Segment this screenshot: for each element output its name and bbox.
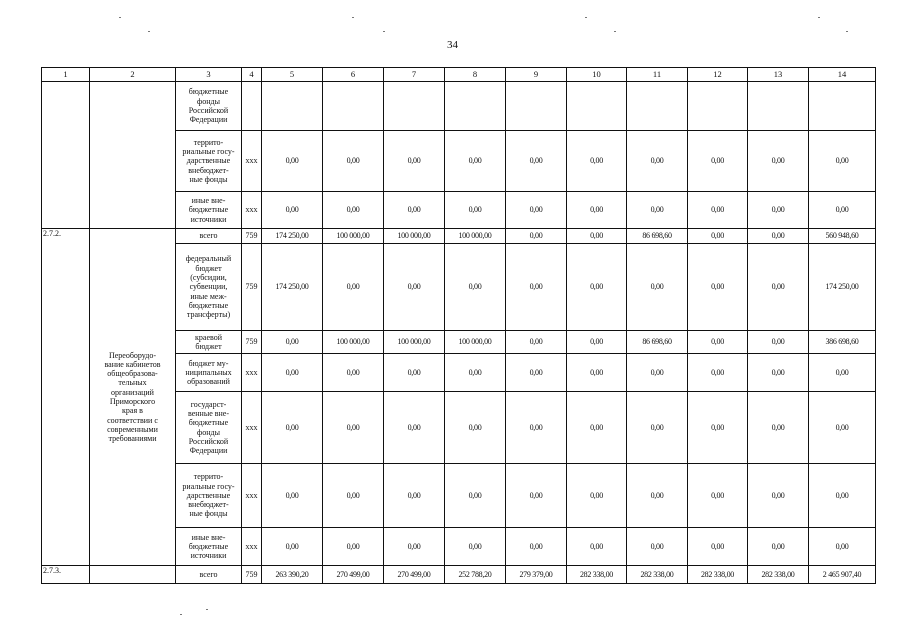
amount-cell: 0,00 <box>262 192 323 229</box>
amount-cell: 0,00 <box>262 331 323 354</box>
amount-cell: 0,00 <box>567 464 627 528</box>
budget-code: ххх <box>242 131 262 192</box>
table-row <box>42 82 876 131</box>
amount-cell: 0,00 <box>323 354 384 392</box>
amount-cell: 0,00 <box>748 464 809 528</box>
event-name <box>90 566 176 584</box>
column-header: 10 <box>567 68 627 82</box>
amount-cell: 0,00 <box>627 464 688 528</box>
amount-cell: 0,00 <box>262 464 323 528</box>
amount-cell: 0,00 <box>323 392 384 464</box>
amount-cell: 0,00 <box>445 392 506 464</box>
amount-cell: 282 338,00 <box>748 566 809 584</box>
column-header: 9 <box>506 68 567 82</box>
column-header: 1 <box>42 68 90 82</box>
amount-cell: 270 499,00 <box>323 566 384 584</box>
amount-cell: 0,00 <box>627 528 688 566</box>
amount-cell: 0,00 <box>445 354 506 392</box>
amount-cell <box>748 82 809 131</box>
budget-code <box>242 82 262 131</box>
amount-cell: 0,00 <box>506 244 567 331</box>
amount-cell: 0,00 <box>506 331 567 354</box>
funding-source: террито- риальные госу- дарственные внебюджет- ные фонды <box>176 131 242 192</box>
amount-cell <box>627 82 688 131</box>
amount-cell: 0,00 <box>445 464 506 528</box>
table-row <box>42 566 876 584</box>
amount-cell <box>323 82 384 131</box>
amount-cell: 0,00 <box>809 392 876 464</box>
budget-code: 759 <box>242 229 262 244</box>
amount-cell <box>445 82 506 131</box>
amount-cell: 0,00 <box>688 464 748 528</box>
amount-cell: 0,00 <box>627 244 688 331</box>
column-header: 11 <box>627 68 688 82</box>
budget-code: ххх <box>242 464 262 528</box>
amount-cell: 0,00 <box>506 131 567 192</box>
amount-cell: 279 379,00 <box>506 566 567 584</box>
amount-cell: 282 338,00 <box>688 566 748 584</box>
funding-source: всего <box>176 229 242 244</box>
column-header: 5 <box>262 68 323 82</box>
amount-cell: 0,00 <box>688 354 748 392</box>
amount-cell: 0,00 <box>809 354 876 392</box>
column-header: 12 <box>688 68 748 82</box>
amount-cell: 0,00 <box>567 244 627 331</box>
amount-cell: 0,00 <box>748 354 809 392</box>
budget-code: ххх <box>242 528 262 566</box>
amount-cell: 0,00 <box>567 528 627 566</box>
amount-cell: 0,00 <box>384 244 445 331</box>
column-header: 8 <box>445 68 506 82</box>
amount-cell: 252 788,20 <box>445 566 506 584</box>
row-number: 2.7.3. <box>42 566 90 584</box>
amount-cell: 0,00 <box>688 131 748 192</box>
funding-source: бюджет му- ниципальных образований <box>176 354 242 392</box>
amount-cell: 386 698,60 <box>809 331 876 354</box>
amount-cell: 0,00 <box>809 464 876 528</box>
amount-cell: 0,00 <box>384 192 445 229</box>
budget-table <box>41 67 876 584</box>
amount-cell: 0,00 <box>323 528 384 566</box>
event-name <box>90 82 176 229</box>
column-header: 6 <box>323 68 384 82</box>
amount-cell: 0,00 <box>445 528 506 566</box>
amount-cell: 0,00 <box>748 331 809 354</box>
amount-cell: 0,00 <box>688 192 748 229</box>
amount-cell: 0,00 <box>262 392 323 464</box>
amount-cell: 100 000,00 <box>445 229 506 244</box>
table-body <box>42 82 876 584</box>
amount-cell: 0,00 <box>809 528 876 566</box>
amount-cell: 560 948,60 <box>809 229 876 244</box>
amount-cell: 0,00 <box>384 528 445 566</box>
amount-cell: 0,00 <box>384 354 445 392</box>
amount-cell: 0,00 <box>506 192 567 229</box>
column-header: 13 <box>748 68 809 82</box>
amount-cell: 0,00 <box>262 131 323 192</box>
amount-cell: 0,00 <box>567 229 627 244</box>
amount-cell: 0,00 <box>384 131 445 192</box>
amount-cell: 0,00 <box>445 131 506 192</box>
amount-cell: 0,00 <box>262 528 323 566</box>
amount-cell: 270 499,00 <box>384 566 445 584</box>
amount-cell: 0,00 <box>323 244 384 331</box>
row-number: 2.7.2. <box>42 229 90 566</box>
amount-cell: 0,00 <box>506 464 567 528</box>
amount-cell: 0,00 <box>748 131 809 192</box>
amount-cell: 0,00 <box>809 131 876 192</box>
amount-cell: 0,00 <box>748 229 809 244</box>
amount-cell: 174 250,00 <box>262 244 323 331</box>
amount-cell: 100 000,00 <box>323 229 384 244</box>
funding-source: федеральный бюджет (субсидии, субвенции, иные меж- бюджетные трансферты) <box>176 244 242 331</box>
funding-source: иные вне- бюджетные источники <box>176 528 242 566</box>
amount-cell: 0,00 <box>567 392 627 464</box>
amount-cell: 0,00 <box>445 244 506 331</box>
amount-cell: 0,00 <box>627 131 688 192</box>
amount-cell: 0,00 <box>688 331 748 354</box>
funding-source: государст- венные вне- бюджетные фонды Российской Федерации <box>176 392 242 464</box>
amount-cell: 0,00 <box>506 354 567 392</box>
budget-code: 759 <box>242 331 262 354</box>
amount-cell: 0,00 <box>506 528 567 566</box>
amount-cell: 86 698,60 <box>627 331 688 354</box>
amount-cell: 0,00 <box>748 528 809 566</box>
amount-cell: 282 338,00 <box>627 566 688 584</box>
column-header: 4 <box>242 68 262 82</box>
amount-cell: 0,00 <box>688 392 748 464</box>
amount-cell: 0,00 <box>262 354 323 392</box>
amount-cell: 0,00 <box>323 192 384 229</box>
amount-cell: 100 000,00 <box>445 331 506 354</box>
amount-cell: 282 338,00 <box>567 566 627 584</box>
amount-cell: 0,00 <box>384 392 445 464</box>
amount-cell: 0,00 <box>445 192 506 229</box>
amount-cell <box>506 82 567 131</box>
amount-cell: 0,00 <box>809 192 876 229</box>
column-header: 14 <box>809 68 876 82</box>
amount-cell <box>567 82 627 131</box>
funding-source: террито- риальные госу- дарственные внебюджет- ные фонды <box>176 464 242 528</box>
amount-cell: 174 250,00 <box>809 244 876 331</box>
funding-source: иные вне- бюджетные источники <box>176 192 242 229</box>
amount-cell: 2 465 907,40 <box>809 566 876 584</box>
amount-cell: 0,00 <box>748 192 809 229</box>
amount-cell <box>262 82 323 131</box>
header-row <box>42 68 876 82</box>
amount-cell: 0,00 <box>323 464 384 528</box>
amount-cell: 0,00 <box>688 229 748 244</box>
budget-code: ххх <box>242 354 262 392</box>
funding-source: бюджетные фонды Российской Федерации <box>176 82 242 131</box>
amount-cell: 263 390,20 <box>262 566 323 584</box>
amount-cell: 174 250,00 <box>262 229 323 244</box>
budget-code: ххх <box>242 192 262 229</box>
budget-code: ххх <box>242 392 262 464</box>
amount-cell: 0,00 <box>323 131 384 192</box>
amount-cell: 0,00 <box>506 229 567 244</box>
amount-cell: 0,00 <box>688 528 748 566</box>
amount-cell: 0,00 <box>506 392 567 464</box>
amount-cell <box>688 82 748 131</box>
amount-cell: 0,00 <box>748 392 809 464</box>
amount-cell: 0,00 <box>627 392 688 464</box>
amount-cell: 0,00 <box>748 244 809 331</box>
amount-cell: 0,00 <box>567 131 627 192</box>
amount-cell <box>809 82 876 131</box>
amount-cell <box>384 82 445 131</box>
budget-code: 759 <box>242 244 262 331</box>
table-row <box>42 229 876 244</box>
funding-source: всего <box>176 566 242 584</box>
amount-cell: 0,00 <box>688 244 748 331</box>
amount-cell: 0,00 <box>627 354 688 392</box>
amount-cell: 0,00 <box>567 331 627 354</box>
amount-cell: 100 000,00 <box>384 331 445 354</box>
event-name: Переоборудо- вание кабинетов общеобразова- тельных организаций Приморского края в соответствии с современными требованиями <box>90 229 176 566</box>
column-header: 3 <box>176 68 242 82</box>
row-number <box>42 82 90 229</box>
page-number: 34 <box>447 39 458 51</box>
amount-cell: 0,00 <box>627 192 688 229</box>
funding-source: краевой бюджет <box>176 331 242 354</box>
amount-cell: 86 698,60 <box>627 229 688 244</box>
amount-cell: 100 000,00 <box>384 229 445 244</box>
amount-cell: 100 000,00 <box>323 331 384 354</box>
column-header: 7 <box>384 68 445 82</box>
amount-cell: 0,00 <box>567 192 627 229</box>
amount-cell: 0,00 <box>567 354 627 392</box>
amount-cell: 0,00 <box>384 464 445 528</box>
column-header: 2 <box>90 68 176 82</box>
budget-code: 759 <box>242 566 262 584</box>
